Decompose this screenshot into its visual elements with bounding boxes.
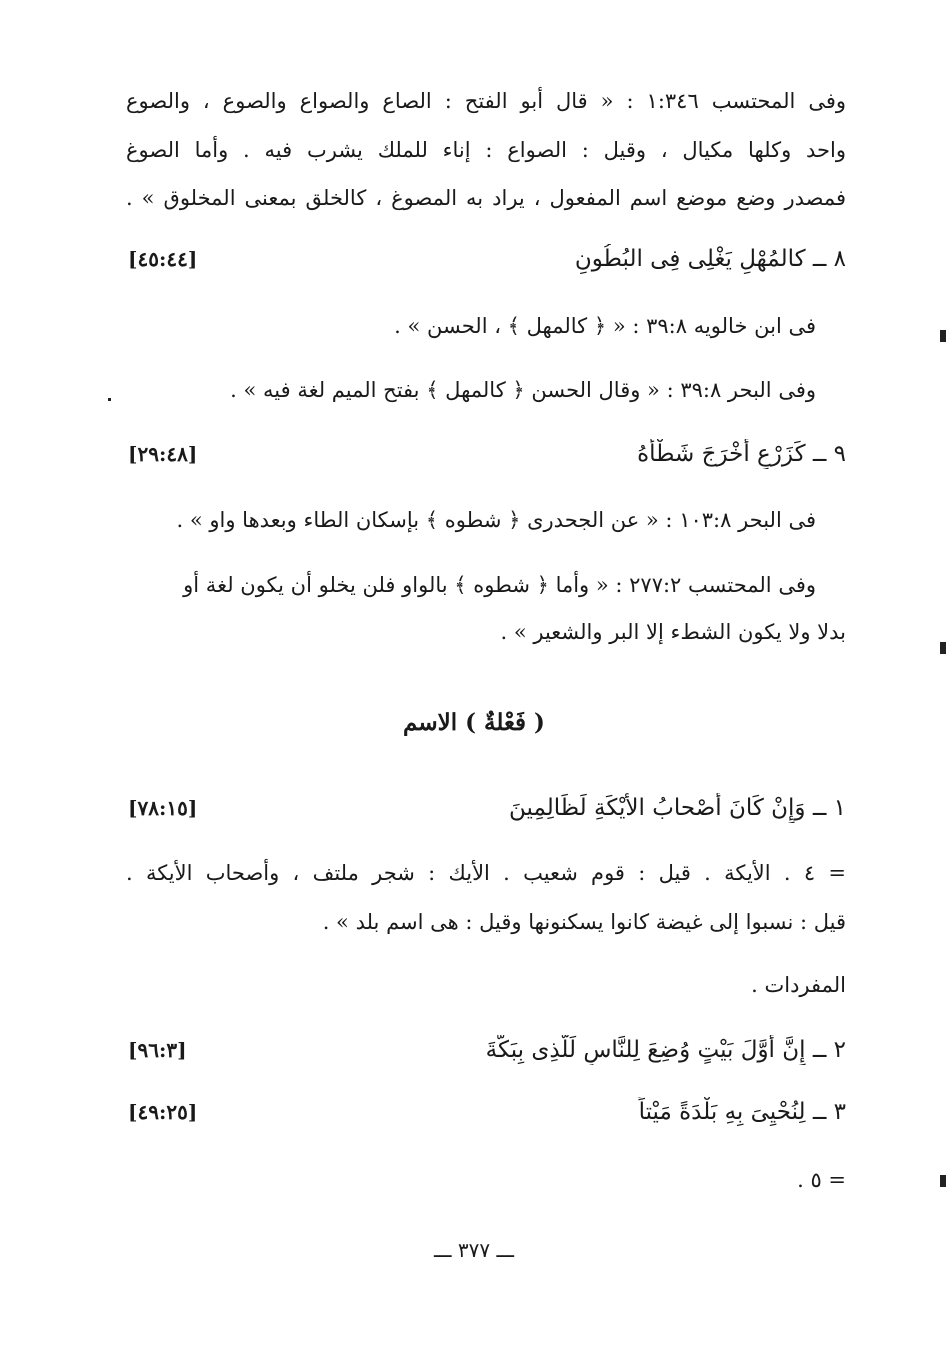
text-line-3: فمصدر وضع موضع اسم المفعول ، يراد به المصوغ ، كالخلق بمعنى المخلوق » .	[126, 186, 846, 210]
verse-9-reference: [٢٩:٤٨]	[128, 442, 198, 466]
verse-3: ٣ ــ لِنُحْيِىَ بِهِ بَلْدَةً مَيْتاً	[638, 1099, 846, 1125]
text-line-bahr-2: فى البحر ١٠٣:٨ : « عن الجحدرى ﴿ شطوه ﴾ بإسكان الطاء وبعدها واو » .	[176, 508, 816, 532]
scan-mark	[940, 330, 946, 342]
verse-1-reference: [٧٨:١٥]	[128, 796, 198, 820]
verse-3-reference: [٤٩:٢٥]	[128, 1100, 198, 1124]
text-line-aykah-1: = ٤ . الأيكة . قيل : قوم شعيب . الأيك : شجر ملتف ، وأصحاب الأيكة .	[126, 861, 846, 885]
page-number: ـــ ٣٧٧ ـــ	[433, 1238, 515, 1262]
text-line-mufradat: المفردات .	[751, 973, 846, 997]
section-heading: ( فَعْلةٌ ) الاسم	[403, 709, 545, 736]
text-line-bahr-1: وفى البحر ٣٩:٨ : « وقال الحسن ﴿ كالمهل ﴾ بفتح الميم لغة فيه » .	[230, 378, 816, 402]
verse-8: ٨ ــ كالمُهْلِ يَغْلِى فِى البُطُونِ	[574, 246, 846, 272]
verse-1: ١ ــ وَإِنْ كَانَ أَصْحابُ الأَيْكَةِ لَظَالِمِينَ	[509, 795, 846, 821]
text-line-1: وفى المحتسب ١:٣٤٦ : « قال أبو الفتح : الصاع والصواع والصوع ، والصوع	[126, 89, 846, 113]
scan-dot	[108, 398, 111, 401]
verse-2: ٢ ــ إِنَّ أَوَّلَ بَيْتٍ وُضِعَ لِلنَّاسِ لَلَّذِى بِبَكَّةَ	[485, 1037, 846, 1063]
text-line-2: واحد وكلها مكيال ، وقيل : الصواع : إناء للملك يشرب فيه . وأما الصوغ	[126, 138, 846, 162]
verse-8-reference: [٤٥:٤٤]	[128, 247, 198, 271]
text-line-equals-5: = ٥ .	[797, 1168, 846, 1192]
text-line-ibn-khalawayh: فى ابن خالويه ٣٩:٨ : « ﴿ كالمهل ﴾ ، الحسن » .	[394, 314, 816, 338]
scan-mark	[940, 1175, 946, 1187]
text-line-muhtasab-1: وفى المحتسب ٢٧٧:٢ : « وأما ﴿ شطوه ﴾ بالواو فلن يخلو أن يكون لغة أو	[183, 573, 816, 597]
verse-2-reference: [٩٦:٣]	[128, 1038, 187, 1062]
text-line-muhtasab-2: بدلا ولا يكون الشطء إلا البر والشعير » .	[500, 620, 846, 644]
verse-9: ٩ ــ كَزَرْعٍ أَخْرَجَ شَطْأَهُ	[637, 441, 846, 467]
text-line-aykah-2: قيل : نسبوا إلى غيضة كانوا يسكنونها وقيل : هى اسم بلد » .	[322, 910, 846, 934]
scan-mark	[940, 642, 946, 654]
